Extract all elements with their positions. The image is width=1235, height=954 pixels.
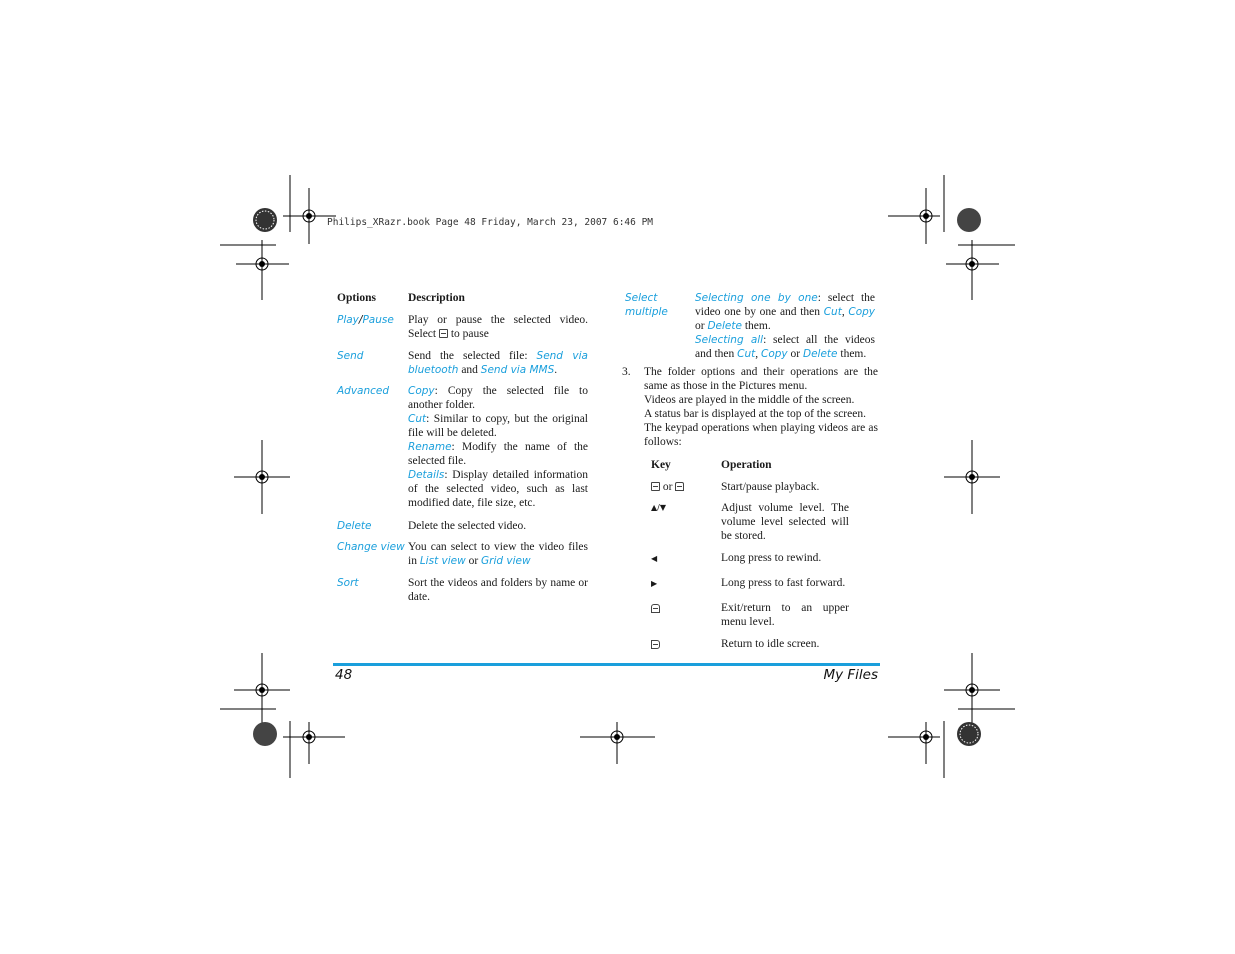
option-select-multiple: Select multiple [625,292,668,318]
desc-play-pause: Play or pause the selected video. Select to pause [408,314,588,340]
op-idle: Return to idle screen. [721,638,820,650]
key-ok-or-call: or [651,480,684,494]
op-fast-forward: Long press to fast forward. [721,577,846,589]
op-exit-return: Exit/return to an upper menu level. [721,602,849,628]
desc-change-view: You can select to view the video files in List view or Grid view [408,541,588,567]
print-header: Philips_XRazr.book Page 48 Friday, March 23, 2007 6:46 PM [327,217,654,228]
key-end [651,638,660,652]
op-rewind: Long press to rewind. [721,552,822,564]
desc-sort: Sort the videos and folders by name or date. [408,577,588,603]
col-options-header: Options [337,292,376,304]
option-delete: Delete [337,520,372,532]
step-number: 3. [622,366,631,378]
key-back [651,602,660,616]
back-key-icon [651,604,660,613]
desc-advanced: Copy: Copy the selected file to another folder. Cut: Similar to copy, but the original file will be deleted. Rename: Modify the name of the selected file. Details: Display detailed information of the selected video, such as last modified date, file size, etc. [408,385,588,509]
footer-rule [333,663,880,666]
desc-select-multiple: Selecting one by one: select the video one by one and then Cut, Copy or Delete them. Selecting all: select all the videos and then Cut, Copy or Delete them. [695,292,875,360]
ok-key-icon [439,329,448,338]
step-3-text: The folder options and their operations are the same as those in the Pictures menu. Videos are played in the middle of the screen. A status bar is displayed at the top of the screen. The keypad operations when playing videos are as follows: [644,366,878,448]
option-send: Send [337,350,364,362]
section-title: My Files [823,667,878,683]
end-key-icon [651,640,660,649]
desc-delete: Delete the selected video. [408,520,527,532]
page-number: 48 [335,667,353,683]
op-start-pause: Start/pause playback. [721,481,820,493]
option-play-pause: Play/Pause [337,314,394,326]
ok-key-icon [651,482,660,491]
col-key-header: Key [651,459,671,471]
option-sort: Sort [337,577,359,589]
col-description-header: Description [408,292,465,304]
option-change-view: Change view [337,541,405,553]
call-key-icon [675,482,684,491]
key-left: ◀ [651,554,658,563]
desc-send: Send the selected file: Send via bluetooth and Send via MMS. [408,350,588,376]
option-advanced: Advanced [337,385,390,397]
col-operation-header: Operation [721,459,772,471]
key-up-down: ▲/▼ [651,503,666,512]
key-right: ▶ [651,579,658,588]
op-volume: Adjust volume level. The volume level selected will be stored. [721,502,849,542]
